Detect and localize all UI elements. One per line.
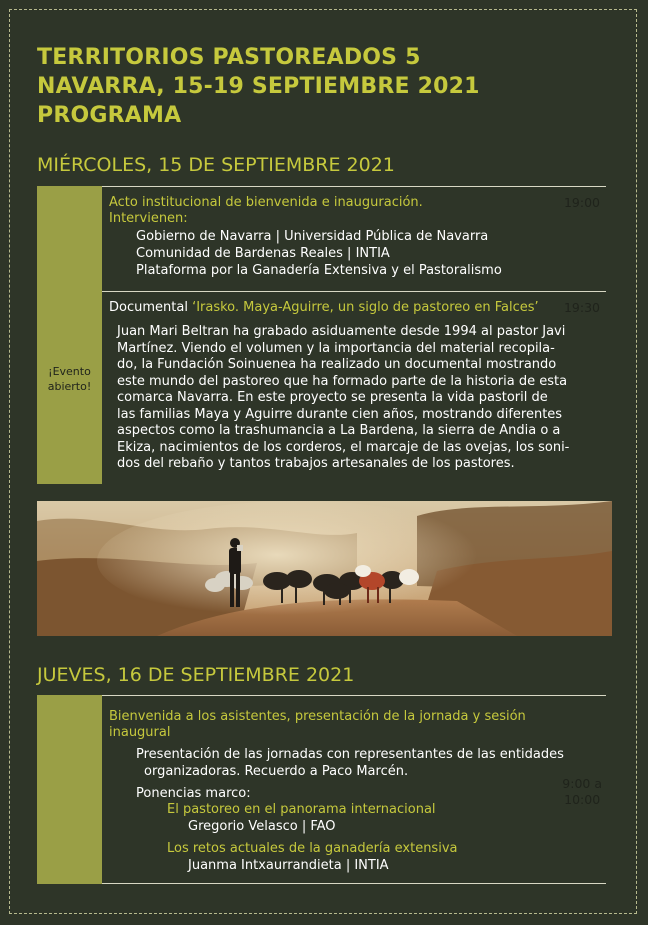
- session-title-line: inaugural: [109, 725, 171, 740]
- time-line: 9:00 a: [562, 776, 602, 791]
- divider: [102, 186, 606, 187]
- day-heading-thursday: JUEVES, 16 DE SEPTIEMBRE 2021: [37, 664, 355, 686]
- time-column: [37, 695, 102, 884]
- open-event-note: [37, 364, 102, 394]
- time-line: 10:00: [564, 792, 601, 807]
- divider: [102, 291, 606, 292]
- session-time: 19:00: [563, 195, 600, 210]
- talk-speaker: Gregorio Velasco | FAO: [188, 819, 336, 834]
- ponencias-label: Ponencias marco:: [136, 786, 251, 801]
- title-line: PROGRAMA: [37, 103, 182, 128]
- schedule-block-wednesday: [37, 186, 606, 484]
- title-line: TERRITORIOS PASTOREADOS 5: [37, 45, 421, 70]
- session-time: [562, 776, 602, 808]
- presentation-line: Presentación de las jornadas con representantes de las entidades: [136, 747, 564, 762]
- divider: [102, 695, 606, 696]
- page-title: [37, 43, 597, 130]
- speaker-line: Comunidad de Bardenas Reales | INTIA: [136, 246, 390, 261]
- speaker-line: Gobierno de Navarra | Universidad Pública de Navarra: [136, 229, 489, 244]
- divider: [102, 883, 606, 884]
- paragraph-line: do, la Fundación Soinuenea ha realizado un documental mostrando: [117, 357, 557, 372]
- note-line: ¡Evento: [48, 365, 91, 378]
- speaker-line: Plataforma por la Ganadería Extensiva y el Pastoralismo: [136, 263, 502, 278]
- session-title-line: Bienvenida a los asistentes, presentación de la jornada y sesión: [109, 709, 526, 724]
- paragraph-line: dos del rebaño y tantos trabajos artesanales de los pastores.: [117, 456, 515, 471]
- talk-title: El pastoreo en el panorama internacional: [167, 802, 436, 817]
- paragraph-line: las familias Maya y Aguirre durante cien años, mostrando diferentes: [117, 406, 563, 422]
- talk-speaker: Juanma Intxaurrandieta | INTIA: [188, 858, 389, 873]
- schedule-block-thursday: [37, 695, 606, 884]
- talk-title: Los retos actuales de la ganadería extensiva: [167, 841, 458, 856]
- title-line: NAVARRA, 15-19 SEPTIEMBRE 2021: [37, 74, 480, 99]
- session-subtitle: Intervienen:: [109, 211, 188, 226]
- note-line: abierto!: [47, 380, 92, 393]
- paragraph-line: aspectos como la trashumancia a La Bardena, la sierra de Andia o a: [117, 423, 561, 438]
- presentation-line: organizadoras. Recuerdo a Paco Marcén.: [144, 764, 409, 779]
- session-title: Acto institucional de bienvenida e inauguración.: [109, 195, 423, 210]
- paragraph-line: Juan Mari Beltran ha grabado asiduamente desde 1994 al pastor Javi: [117, 324, 566, 339]
- time-column: [37, 186, 102, 484]
- documentary-title: [109, 300, 539, 317]
- day-heading-wednesday: MIÉRCOLES, 15 DE SEPTIEMBRE 2021: [37, 154, 395, 176]
- documentary-label: Documental: [109, 300, 193, 315]
- shepherd-flock-photo: [37, 501, 612, 636]
- paragraph-line: Martínez. Viendo el volumen y la importancia del material recopila-: [117, 340, 555, 356]
- documentary-description: [117, 324, 597, 473]
- documentary-name: ‘Irasko. Maya-Aguirre, un siglo de pastoreo en Falces’: [192, 300, 539, 315]
- paragraph-line: comarca Navarra. En este proyecto se presenta la vida pastoril de: [117, 390, 548, 405]
- paragraph-line: Ekiza, nacimientos de los corderos, el marcaje de las ovejas, los soni-: [117, 439, 570, 455]
- session-time: 19:30: [563, 300, 600, 315]
- paragraph-line: este mundo del pastoreo que ha formado parte de la historia de esta: [117, 373, 568, 389]
